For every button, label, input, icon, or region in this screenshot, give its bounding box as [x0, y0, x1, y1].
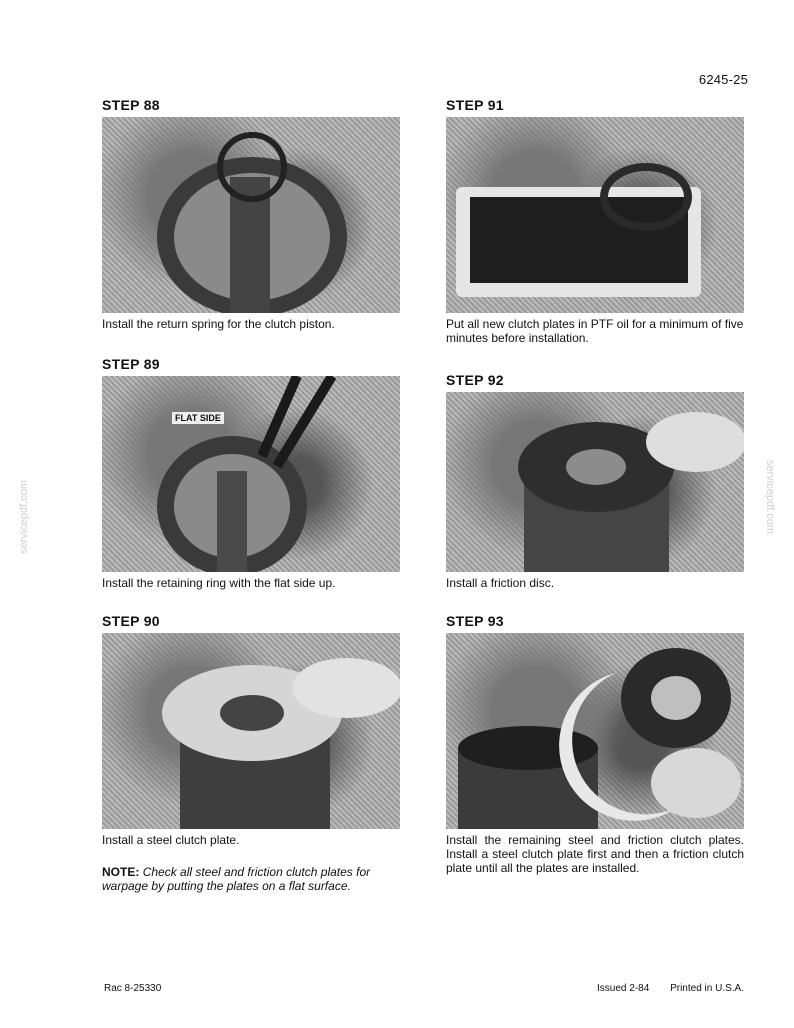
step-88-caption: Install the return spring for the clutch piston.	[102, 317, 335, 331]
friction-disc-illustration	[446, 392, 744, 572]
steel-clutch-plate-illustration	[102, 633, 400, 829]
step-89-title: STEP 89	[102, 356, 160, 372]
clutch-drum-spring-illustration	[102, 117, 400, 313]
footer-issued: Issued 2-84	[597, 983, 650, 994]
step-88-title: STEP 88	[102, 97, 160, 113]
step-92-photo	[446, 392, 744, 572]
footer-printed: Printed in U.S.A.	[670, 983, 744, 994]
right-watermark: servicepdf.com	[764, 460, 776, 534]
step-90-note	[102, 865, 400, 893]
step-89	[102, 356, 400, 590]
step-88-photo	[102, 117, 400, 313]
note-text: Check all steel and friction clutch plates for warpage by putting the plates on a flat surface.	[102, 865, 371, 893]
step-91-photo	[446, 117, 744, 313]
step-92-caption: Install a friction disc.	[446, 576, 555, 590]
step-88	[102, 97, 400, 331]
page-number: 6245-25	[698, 72, 748, 87]
oil-pan-illustration	[446, 117, 744, 313]
step-92-title: STEP 92	[446, 372, 504, 388]
step-91	[446, 97, 744, 345]
step-93	[446, 613, 744, 875]
step-89-caption: Install the retaining ring with the flat side up.	[102, 576, 336, 590]
flat-side-label: FLAT SIDE	[172, 412, 224, 424]
step-93-caption: Install the remaining steel and friction clutch plates. Install a steel clutch plate first and then a friction clutch plate until all the plates are installed.	[446, 833, 744, 875]
step-89-photo	[102, 376, 400, 572]
step-93-title: STEP 93	[446, 613, 504, 629]
step-90	[102, 613, 400, 893]
step-90-caption: Install a steel clutch plate.	[102, 833, 240, 847]
step-91-title: STEP 91	[446, 97, 504, 113]
step-91-caption: Put all new clutch plates in PTF oil for a minimum of five minutes before installation.	[446, 317, 744, 345]
left-watermark: servicepdf.com	[18, 480, 30, 554]
retaining-ring-illustration	[102, 376, 400, 572]
footer-issue-info	[597, 983, 744, 994]
note-label: NOTE:	[102, 865, 140, 879]
step-90-title: STEP 90	[102, 613, 160, 629]
footer-reference: Rac 8-25330	[104, 983, 162, 994]
step-92	[446, 372, 744, 590]
step-90-photo	[102, 633, 400, 829]
step-93-photo	[446, 633, 744, 829]
clutch-plates-stack-illustration	[446, 633, 744, 829]
